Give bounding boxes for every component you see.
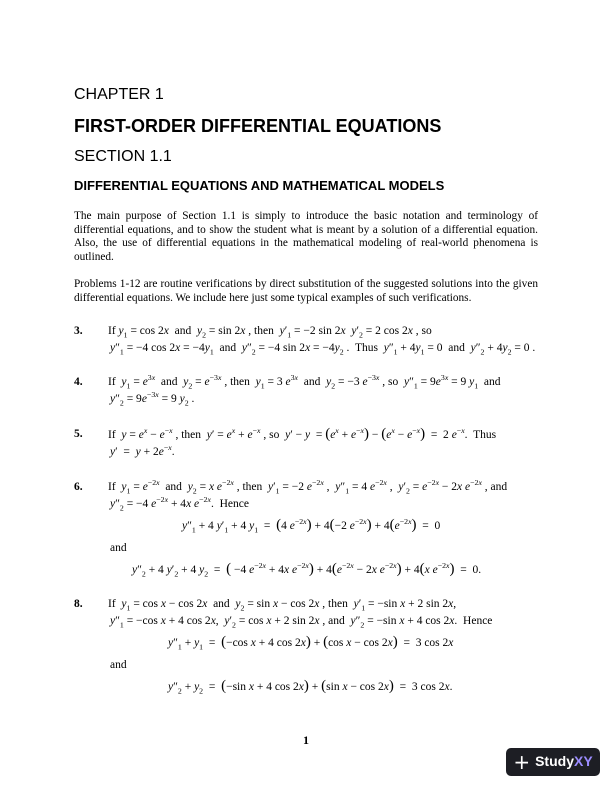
- problem-6-equation-1: $y''_1 + 4$ $y'_1 + 4$ $y_1 = (4$ $e^{-2x}) + 4(-2$ $e^{-2x}) + 4(e^{-2x}) = 0$: [182, 517, 441, 535]
- intro-paragraph: The main purpose of Section 1.1 is simply to introduce the basic notation and terminology of differential equations, and to show the student what is meant by a solution of a differential equation. Also, the use of differential equations in the mathematical modeling of real-world phenomena is outlined.: [74, 210, 538, 263]
- problem-8-and: and: [110, 659, 127, 671]
- problem-3-line-2: $y''_1 = -4$ $\cos 2x = -4y_1$ and $y''_2 = -4$ $\sin 2x = -4y_2$ . Thus $y''_1 + 4y_1 = 0$ and $y''_2 + 4y_2 = 0$ .: [110, 342, 536, 357]
- problem-6-line-2: $y''_2 = -4$ $e^{-2x} + 4x$ $e^{-2x}$. Hence: [110, 495, 249, 513]
- problem-5-line-1: If $y = e^x - e^{-x}$ , then $y' = e^x + e^{-x}$ , so $y' - y = (e^x + e^{-x}) - (e^x - e^{-x}) = 2$ $e^{-x}$. Thus: [108, 426, 497, 442]
- problem-6-equation-2: $y''_2 + 4$ $y'_2 + 4$ $y_2$ = ( −4 $e^{-2x} + 4x$ $e^{-2x}) + 4(e^{-2x} - 2x$ $e^{-2x}) + 4(x$ $e^{-2x}) = 0$.: [132, 561, 482, 579]
- problem-3-line-1: If $y_1 = \cos 2x$ and $y_2 = \sin 2x$ , then $y'_1 = -2$ sin 2x $y'_2 = 2$ cos 2x , so: [108, 325, 432, 340]
- problem-number-4: 4.: [74, 376, 83, 388]
- chapter-label: CHAPTER 1: [74, 86, 164, 103]
- section-title: DIFFERENTIAL EQUATIONS AND MATHEMATICAL MODELS: [74, 178, 445, 193]
- problem-5-line-2: $y' = y + 2e^{-x}$.: [110, 443, 175, 458]
- problem-number-5: 5.: [74, 428, 83, 440]
- problem-4-line-1: If $y_1 = e^{3x}$ and $y_2 = e^{-3x}$ , then $y_1 = 3$ $e^{3x}$ and $y_2 = -3$ $e^{-3x}$ , so $y''_1 = 9e^{3x} = 9$ $y_1$ and: [108, 373, 501, 391]
- problem-8-line-2: $y''_1 = -\cos$ x + 4 cos 2x, $y'_2 = \cos x + 2$ sin 2x , and $y''_2 = -\sin$ x + 4 cos 2x. Hence: [110, 615, 493, 630]
- problem-8-equation-2: $y''_2 + y_2 = (-\sin$ x + 4 cos 2x) + (sin x − cos 2x) = 3 cos 2x.: [168, 678, 453, 696]
- problem-4-line-2: $y''_2 = 9e^{-3x} = 9$ $y_2$ .: [110, 390, 195, 408]
- problem-number-8: 8.: [74, 598, 83, 610]
- page-number: 1: [303, 733, 309, 747]
- problem-number-6: 6.: [74, 481, 83, 493]
- problem-6-line-1: If $y_1 = e^{-2x}$ and $y_2 = x$ $e^{-2x}$ , then $y'_1 = -2$ $e^{-2x}$ , $y''_1 = 4$ $e^{-2x}$ , $y'_2 = e^{-2x} - 2x$ $e^{-2x}$ , and: [108, 478, 508, 496]
- problem-8-equation-1: $y''_1 + y_1 = (-\cos$ x + 4 cos 2x) + (cos x − cos 2x) = 3 cos 2x: [168, 634, 454, 652]
- problem-8-line-1: If $y_1 = \cos x - \cos 2x$ and $y_2 = \sin x - \cos 2x$ , then $y'_1 = -\sin$ x + 2 sin 2x,: [108, 598, 457, 613]
- plus-icon: +: [513, 750, 531, 774]
- studyxy-badge[interactable]: [506, 748, 600, 776]
- brand-name: StudyXY: [535, 753, 593, 769]
- section-label: SECTION 1.1: [74, 148, 172, 165]
- chapter-title: FIRST-ORDER DIFFERENTIAL EQUATIONS: [74, 116, 442, 136]
- problem-number-3: 3.: [74, 325, 83, 337]
- problem-6-and: and: [110, 542, 127, 554]
- problems-paragraph: Problems 1-12 are routine verifications by direct substitution of the suggested solutions into the given differential equations. We include here just some typical examples of such verifications.: [74, 278, 538, 304]
